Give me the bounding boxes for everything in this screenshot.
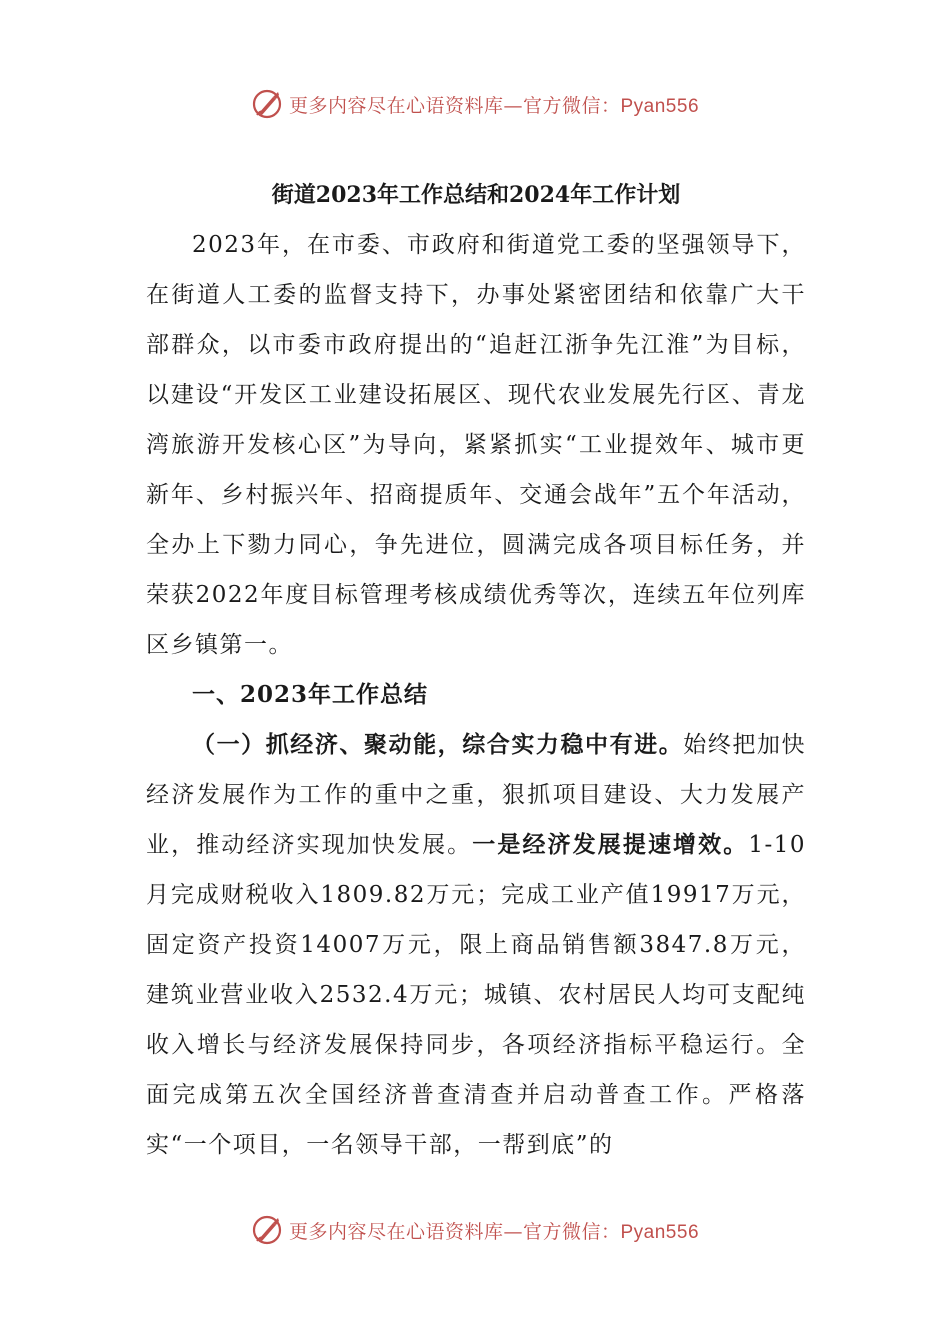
section-heading-2023-summary: 一、2023年工作总结 bbox=[192, 681, 429, 708]
watermark-top bbox=[0, 84, 950, 124]
subsection-heading: （一）抓经济、聚动能，综合实力稳中有进。 bbox=[192, 731, 684, 758]
document-title: 街道2023年工作总结和2024年工作计划 bbox=[271, 182, 681, 208]
document-body bbox=[146, 170, 806, 1170]
intro-paragraph: 2023年，在市委、市政府和街道党工委的坚强领导下，在街道人工委的监督支持下，办事处紧密团结和依靠广大干部群众，以市委市政府提出的“追赶江浙争先江淮”为目标，以建设“开发区工业建设拓展区、现代农业发展先行区、青龙湾旅游开发核心区”为导向，紧紧抓实“工业提效年、城市更新年、乡村振兴年、招商提质年、交通会战年”五个年活动，全办上下勠力同心，争先进位，圆满完成各项目标任务，并荣获2022年度目标管理考核成绩优秀等次，连续五年位列库区乡镇第一。 bbox=[146, 232, 806, 658]
subsection-paragraph-economy bbox=[146, 720, 806, 1170]
point-heading-economy-growth: 一是经济发展提速增效。 bbox=[472, 831, 749, 858]
subsection-text: 始终把加快经济发展作为工作的重中之重，狠抓项目建设、大力发展产业，推动经济实现加快发展。 bbox=[146, 732, 806, 858]
point-text-economy-figures: 1-10月完成财税收入1809.82万元；完成工业产值19917万元，固定资产投资14007万元，限上商品销售额3847.8万元，建筑业营业收入2532.4万元；城镇、农村居民人均可支配纯收入增长与经济发展保持同步，各项经济指标平稳运行。全面完成第五次全国经济普查清查并启动普查工作。严格落实“一个项目，一名领导干部，一帮到底”的 bbox=[146, 832, 807, 1158]
watermark-text: 更多内容尽在心语资料库—官方微信：Pyan556 bbox=[288, 1220, 700, 1243]
quill-pen-logo-icon bbox=[251, 88, 283, 120]
watermark-text: 更多内容尽在心语资料库—官方微信：Pyan556 bbox=[288, 94, 700, 117]
watermark-bottom bbox=[0, 1210, 950, 1250]
quill-pen-logo-icon bbox=[251, 1214, 283, 1246]
